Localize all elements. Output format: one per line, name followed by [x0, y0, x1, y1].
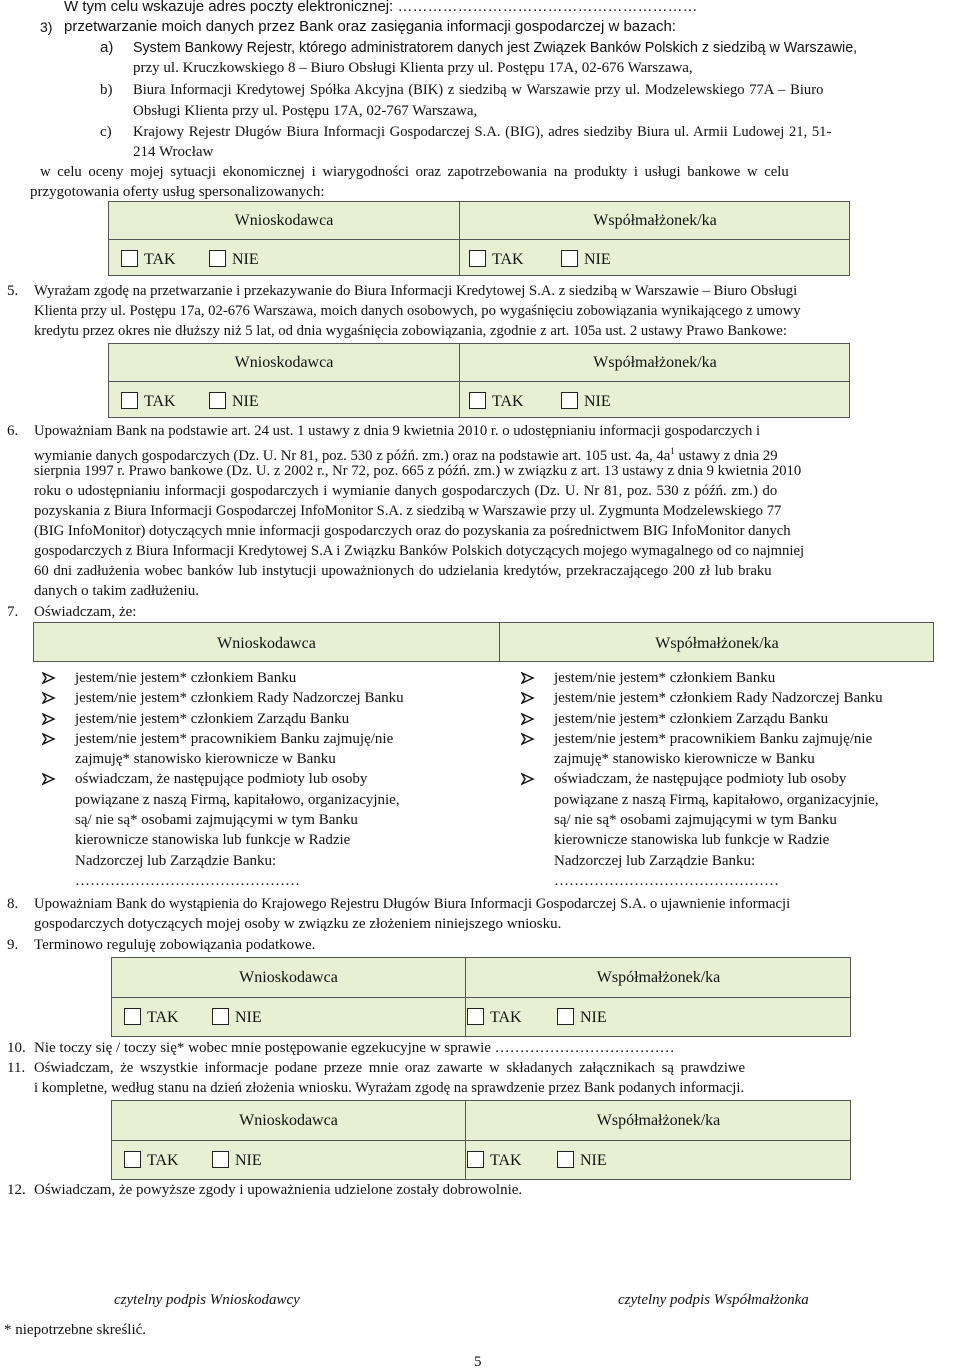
- checkbox[interactable]: [209, 392, 226, 409]
- item-6-line9: danych o takim zadłużeniu.: [34, 583, 199, 599]
- declaration-item: [42, 668, 472, 688]
- header-spouse: Współmałżonek/ka: [593, 212, 717, 229]
- item-3-purpose-line1: w celu oceny mojej sytuacji ekonomicznej i wiarygodności oraz zapotrzebowania na produkty i usługi bankowe w celu: [40, 164, 789, 180]
- declaration-text: jestem/nie jestem* członkiem Banku: [75, 670, 297, 686]
- declaration-item: [42, 729, 472, 770]
- item-10-text: Nie toczy się / toczy się* wobec mnie postępowanie egzekucyjne w sprawie ………………………………: [34, 1040, 675, 1056]
- item-3a-line1: System Bankowy Rejestr, którego administratorem danych jest Związek Banków Polskich z siedzibą w Warszawie,: [133, 40, 858, 56]
- checkbox[interactable]: [121, 392, 138, 409]
- spouse-yes-option[interactable]: [469, 392, 524, 412]
- applicant-yes-option[interactable]: [121, 250, 176, 270]
- arrow-bullet-icon: [42, 729, 56, 749]
- item-9-number: 9.: [7, 937, 19, 953]
- item-12-text: Oświadczam, że powyższe zgody i upoważnienia udzielone zostały dobrowolnie.: [34, 1182, 523, 1198]
- arrow-bullet-icon: [42, 769, 56, 789]
- declaration-text: oświadczam, że następujące podmioty lub osoby powiązane z naszą Firmą, kapitałowo, organizacyjnie, są/ nie są* osobami zajmującymi w tym Banku kierownicze stanowiska lub funkcje w Radzie Nadzorczej lub Zarządzie Banku: ………………………………………: [554, 771, 879, 889]
- checkbox[interactable]: [121, 250, 138, 267]
- yes-label: TAK: [492, 251, 524, 268]
- item-3c-line2: 214 Wrocław: [133, 144, 214, 160]
- item-3-purpose-line2: przygotowania oferty usług spersonalizowanych:: [30, 184, 325, 200]
- declaration-text: oświadczam, że następujące podmioty lub osoby powiązane z naszą Firmą, kapitałowo, organizacyjnie, są/ nie są* osobami zajmującymi w tym Banku kierownicze stanowiska lub funkcje w Radzie Nadzorczej lub Zarządzie Banku: ………………………………………: [75, 771, 400, 889]
- applicant-no-option[interactable]: [212, 1151, 262, 1171]
- applicant-yes-option[interactable]: [124, 1008, 179, 1028]
- header-applicant: Wnioskodawca: [234, 212, 334, 229]
- arrow-bullet-icon: [521, 729, 535, 749]
- checkbox[interactable]: [557, 1151, 574, 1168]
- declaration-item: [521, 688, 941, 708]
- header-applicant: Wnioskodawca: [239, 969, 338, 986]
- item-6-line8: 60 dni zadłużenia wobec banków lub instytucji upoważnionych do udzielania kredytów, przekraczającego 200 zł lub braku: [34, 563, 772, 579]
- item-5-line1: Wyrażam zgodę na przetwarzanie i przekazywanie do Biura Informacji Kredytowej S.A. z siedzibą w Warszawie – Biuro Obsługi: [34, 283, 798, 299]
- item-5-number: 5.: [7, 283, 19, 299]
- header-spouse: Współmałżonek/ka: [596, 969, 721, 986]
- header-spouse: Współmałżonek/ka: [593, 354, 717, 371]
- checkbox[interactable]: [209, 250, 226, 267]
- no-label: NIE: [235, 1009, 262, 1026]
- item-6-line6: (BIG InfoMonitor) dotyczących mnie informacji gospodarczych oraz do pozyskania za pośrednictwem BIG InfoMonitor danych: [34, 523, 791, 539]
- checkbox[interactable]: [124, 1151, 141, 1168]
- item-3c-label: c): [100, 124, 112, 140]
- yes-label: TAK: [492, 393, 524, 410]
- item-3-number: 3): [40, 19, 53, 35]
- item-12-number: 12.: [7, 1182, 26, 1198]
- no-label: NIE: [580, 1152, 607, 1169]
- consent-table-3: [108, 201, 850, 276]
- applicant-signature-label: czytelny podpis Wnioskodawcy: [114, 1292, 300, 1308]
- email-line: W tym celu wskazuje adres poczty elektronicznej: ……………………………………………………: [64, 0, 698, 15]
- arrow-bullet-icon: [521, 769, 535, 789]
- item-6-number: 6.: [7, 423, 19, 439]
- checkbox[interactable]: [467, 1008, 484, 1025]
- applicant-yes-option[interactable]: [124, 1151, 179, 1171]
- yes-label: TAK: [490, 1152, 522, 1169]
- no-label: NIE: [584, 251, 611, 268]
- item-8-number: 8.: [7, 896, 19, 912]
- item-8-line2: gospodarczych dotyczących mojej osoby w związku ze złożeniem niniejszego wniosku.: [34, 916, 562, 932]
- declaration-text: jestem/nie jestem* członkiem Rady Nadzorczej Banku: [554, 690, 883, 707]
- item-9-text: Terminowo reguluję zobowiązania podatkowe.: [34, 937, 316, 953]
- spouse-no-option[interactable]: [557, 1151, 607, 1171]
- checkbox[interactable]: [212, 1151, 229, 1168]
- item-6-line5: pozyskania z Biura Informacji Gospodarczej InfoMonitor S.A. z siedzibą w Warszawie przy ul. Zygmunta Modzelewskiego 77: [34, 503, 782, 519]
- item-6-line3: sierpnia 1997 r. Prawo bankowe (Dz. U. z 2002 r., Nr 72, poz. 665 z późń. zm.) w związku z art. 13 ustawy z dnia 9 kwietnia 2010: [34, 463, 802, 479]
- applicant-no-option[interactable]: [209, 250, 259, 270]
- item-6-line2: wymianie danych gospodarczych (Dz. U. Nr 81, poz. 530 z późń. zm.) oraz na podstawie art. 105 ust. 4a, $4a^1$ ustawy z dnia 29: [34, 446, 778, 464]
- arrow-bullet-icon: [521, 709, 535, 729]
- item-3a-label: a): [100, 39, 114, 56]
- applicant-no-option[interactable]: [209, 392, 259, 412]
- item-6-line7: gospodarczych z Biura Informacji Kredytowej S.A i Związku Banków Polskich dotyczących mojego wymagalnego od co najmniej: [34, 543, 805, 559]
- spouse-signature-label: czytelny podpis Współmałżonka: [618, 1292, 809, 1308]
- declaration-item: [42, 709, 472, 729]
- no-label: NIE: [232, 251, 259, 268]
- declaration-text: jestem/nie jestem* członkiem Rady Nadzorczej Banku: [75, 690, 404, 707]
- checkbox[interactable]: [124, 1008, 141, 1025]
- declaration-item: [521, 729, 941, 770]
- yes-label: TAK: [147, 1152, 179, 1169]
- yes-label: TAK: [144, 393, 176, 410]
- item-3-text: przetwarzanie moich danych przez Bank oraz zasięgania informacji gospodarczej w bazach:: [64, 18, 676, 35]
- declaration-text: jestem/nie jestem* członkiem Zarządu Banku: [554, 710, 829, 727]
- spouse-no-option[interactable]: [561, 392, 611, 412]
- spouse-yes-option[interactable]: [467, 1151, 522, 1171]
- declaration-text: jestem/nie jestem* członkiem Banku: [554, 670, 776, 686]
- header-applicant: Wnioskodawca: [217, 635, 316, 652]
- item-3a-line2: przy ul. Kruczkowskiego 8 – Biuro Obsługi Klienta przy ul. Postępu 17A, 02-676 Warszawa,: [133, 60, 693, 76]
- checkbox[interactable]: [561, 250, 578, 267]
- spouse-yes-option[interactable]: [469, 250, 524, 270]
- item-5-line2: Klienta przy ul. Postępu 17a, 02-676 Warszawa, moich danych osobowych, po wygaśnięciu zobowiązania wynikającego z umowy: [34, 303, 801, 319]
- spouse-no-option[interactable]: [557, 1008, 607, 1028]
- consent-table-9: [111, 957, 851, 1037]
- spouse-yes-option[interactable]: [467, 1008, 522, 1028]
- yes-label: TAK: [147, 1009, 179, 1026]
- arrow-bullet-icon: [521, 668, 535, 688]
- applicant-yes-option[interactable]: [121, 392, 176, 412]
- declaration-text: jestem/nie jestem* członkiem Zarządu Banku: [75, 710, 350, 727]
- checkbox[interactable]: [561, 392, 578, 409]
- checkbox[interactable]: [212, 1008, 229, 1025]
- item-11-number: 11.: [7, 1060, 26, 1076]
- no-label: NIE: [584, 393, 611, 410]
- declaration-item: [521, 709, 941, 729]
- item-11-line1: Oświadczam, że wszystkie informacje podane przeze mnie oraz zawarte w składanych załącznikach są prawdziwe: [34, 1060, 746, 1076]
- page-number: 5: [474, 1354, 482, 1370]
- spouse-no-option[interactable]: [561, 250, 611, 270]
- item-7-text: Oświadczam, że:: [34, 604, 137, 620]
- no-label: NIE: [235, 1152, 262, 1169]
- applicant-declaration-list: [42, 668, 472, 891]
- item-8-line1: Upoważniam Bank do wystąpienia do Krajowego Rejestru Długów Biura Informacji Gospodarczej S.A. o ujawnienie informacji: [34, 896, 791, 912]
- header-spouse: Współmałżonek/ka: [655, 635, 779, 652]
- item-5-line3: kredytu przez okres nie dłuższy niż 5 lat, od dnia wygaśnięcia zobowiązania, zgodnie z art. 105a ust. 2 ustawy Prawo Bankowe:: [34, 323, 787, 339]
- declaration-item: [521, 668, 941, 688]
- checkbox[interactable]: [557, 1008, 574, 1025]
- declaration-item: [42, 769, 472, 891]
- checkbox[interactable]: [467, 1151, 484, 1168]
- applicant-no-option[interactable]: [212, 1008, 262, 1028]
- declaration-item: [521, 769, 941, 891]
- consent-table-5: [108, 343, 850, 418]
- footnote: * niepotrzebne skreślić.: [4, 1322, 147, 1338]
- item-11-line2: i kompletne, według stanu na dzień złożenia wniosku. Wyrażam zgodę na sprawdzenie przez Bank podanych informacji.: [34, 1080, 745, 1096]
- declaration-text: jestem/nie jestem* pracownikiem Banku zajmuję/nie zajmuję* stanowisko kierownicze w Banku: [75, 730, 394, 768]
- item-3c-line1: Krajowy Rejestr Długów Biura Informacji Gospodarczej S.A. (BIG), adres siedziby Biura ul. Armii Ludowej 21, 51-: [133, 124, 832, 140]
- no-label: NIE: [232, 393, 259, 410]
- consent-table-11: [111, 1100, 851, 1180]
- arrow-bullet-icon: [42, 668, 56, 688]
- checkbox[interactable]: [469, 250, 486, 267]
- declaration-item: [42, 688, 472, 708]
- declaration-header: [33, 622, 934, 662]
- item-10-number: 10.: [7, 1040, 26, 1056]
- header-applicant: Wnioskodawca: [239, 1112, 338, 1129]
- item-3b-label: b): [100, 82, 113, 98]
- yes-label: TAK: [144, 251, 176, 268]
- arrow-bullet-icon: [42, 688, 56, 708]
- arrow-bullet-icon: [42, 709, 56, 729]
- item-3b-line1: Biura Informacji Kredytowej Spółka Akcyjna (BIK) z siedzibą w Warszawie przy ul. Modzelewskiego 77A – Biuro: [133, 82, 824, 98]
- no-label: NIE: [580, 1009, 607, 1026]
- item-6-line1: Upoważniam Bank na podstawie art. 24 ust. 1 ustawy z dnia 9 kwietnia 2010 r. o udostępnianiu informacji gospodarczych i: [34, 423, 761, 439]
- declaration-text: jestem/nie jestem* pracownikiem Banku zajmuję/nie zajmuję* stanowisko kierownicze w Banku: [554, 730, 873, 768]
- spouse-declaration-list: [521, 668, 941, 891]
- yes-label: TAK: [490, 1009, 522, 1026]
- item-3b-line2: Obsługi Klienta przy ul. Postępu 17A, 02-767 Warszawa,: [133, 103, 478, 119]
- header-applicant: Wnioskodawca: [234, 354, 334, 371]
- header-spouse: Współmałżonek/ka: [596, 1112, 721, 1129]
- item-6-line4: roku o udostępnianiu informacji gospodarczych i wymianie danych gospodarczych (Dz. U. Nr 81, poz. 530 z późń. zm.) do: [34, 483, 778, 499]
- item-7-number: 7.: [7, 604, 19, 620]
- arrow-bullet-icon: [521, 688, 535, 708]
- checkbox[interactable]: [469, 392, 486, 409]
